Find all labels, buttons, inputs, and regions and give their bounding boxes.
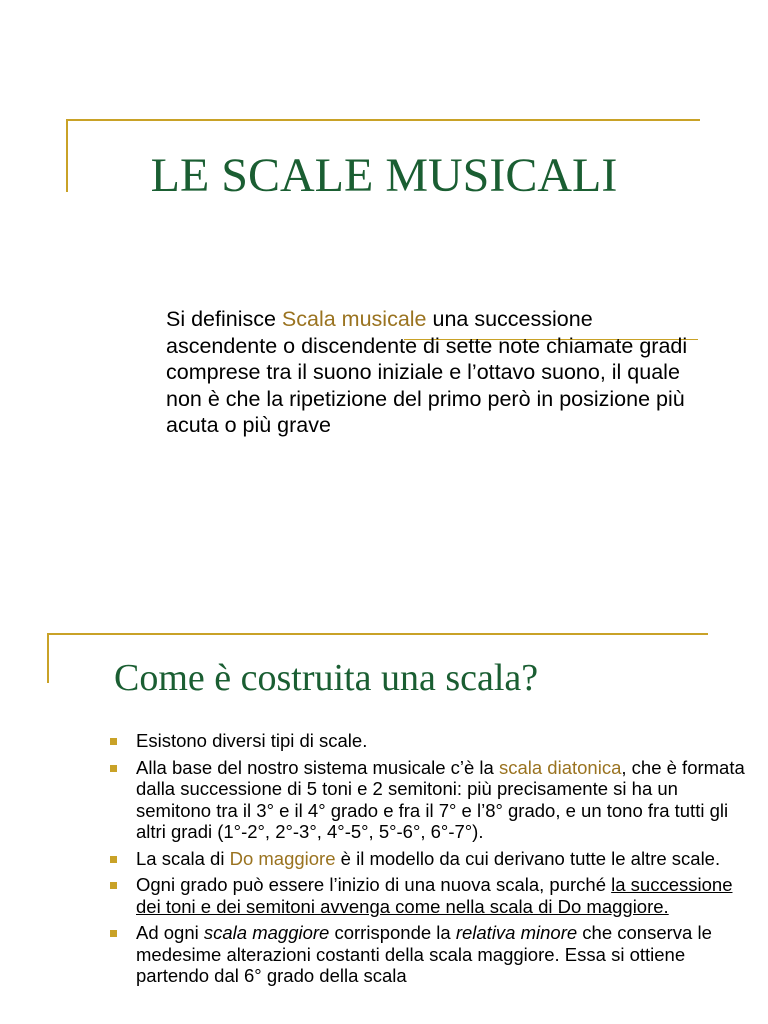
list-item xyxy=(106,874,746,917)
slide1-title: LE SCALE MUSICALI xyxy=(150,149,618,202)
bullet-text: Esistono diversi tipi di scale. xyxy=(136,730,368,751)
slide2-top-rule xyxy=(47,633,708,635)
scala-maggiore-term: scala maggiore xyxy=(203,922,330,943)
bullet-text: Ad ogni xyxy=(136,922,204,943)
bullet-square-icon xyxy=(110,930,117,937)
definition-text-end: una successione ascendente o discendente di sette note chiamate gradi comprese tra il suono iniziale e l’ottavo suono, il quale non è che la ripetizione del primo però in posizione più acuta o più grave xyxy=(166,307,688,437)
list-item xyxy=(106,922,746,987)
bullet-square-icon xyxy=(110,738,117,745)
underlined-rule-text: la successione dei toni e dei semitoni avvenga come nella scala di Do maggiore. xyxy=(136,874,733,917)
bullet-text: che conserva le medesime alterazioni costanti della scala maggiore. Essa si ottiene partendo dal 6° grado della scala xyxy=(136,922,712,986)
bullet-text: , che è formata dalla successione di 5 toni e 2 semitoni: più precisamente si ha un semitono tra il 3° e il 4° grado e fra il 7° e l’8° grado, e un tono fra tutti gli altri gradi (1°-2°, 2°-3°, 4°-5°, 5°-6°, 6°-7°). xyxy=(136,756,745,842)
scala-musicale-term: Scala musicale xyxy=(281,307,427,331)
scala-diatonica-term: scala diatonica xyxy=(498,756,622,778)
bullet-text: corrisponde la xyxy=(329,922,456,943)
list-item xyxy=(106,757,746,843)
bullet-square-icon xyxy=(110,856,117,863)
bullet-list xyxy=(106,730,746,992)
slide1-top-rule xyxy=(66,119,700,121)
slide1-definition xyxy=(166,306,706,439)
bullet-square-icon xyxy=(110,765,117,772)
bullet-text: è il modello da cui derivano tutte le altre scale. xyxy=(335,847,721,869)
relativa-minore-term: relativa minore xyxy=(455,922,578,943)
slide2-left-rule xyxy=(47,633,49,683)
definition-text-start: Si definisce xyxy=(166,307,282,331)
bullet-text: Alla base del nostro sistema musicale c’è la xyxy=(136,756,499,778)
bullet-text: Ogni grado può essere l’inizio di una nuova scala, purché xyxy=(136,874,612,895)
list-item xyxy=(106,848,746,870)
slide2-title: Come è costruita una scala? xyxy=(114,657,539,699)
bullet-text: La scala di xyxy=(136,847,230,869)
list-item xyxy=(106,730,746,752)
slide-2 xyxy=(0,600,768,1024)
bullet-square-icon xyxy=(110,882,117,889)
do-maggiore-term: Do maggiore xyxy=(229,847,336,869)
